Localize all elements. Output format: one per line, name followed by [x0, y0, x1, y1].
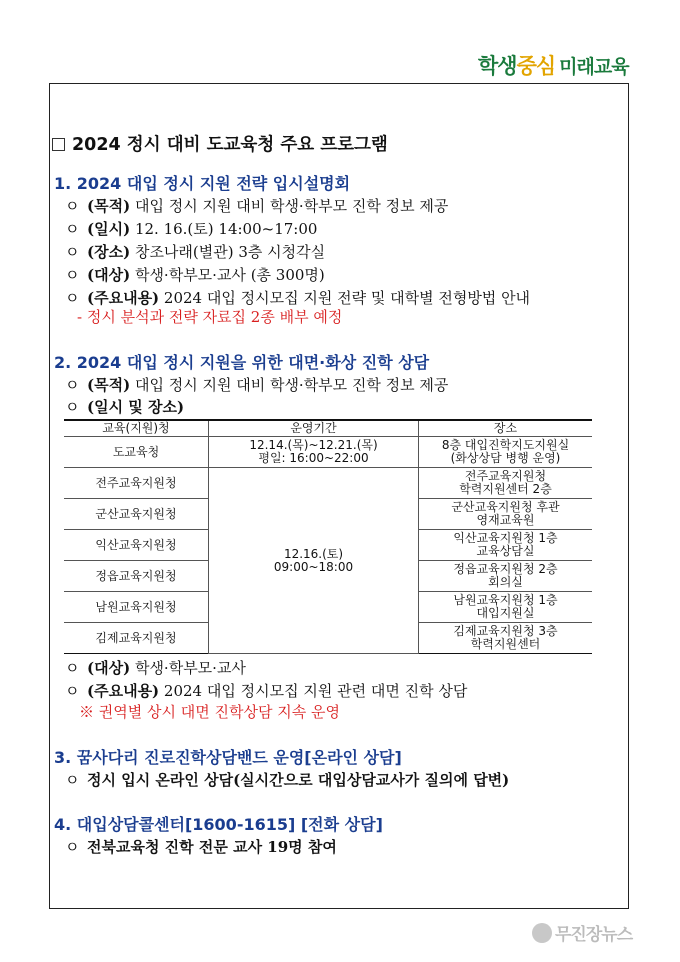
section2-item-schedule: ㅇ (일시 및 장소) — [65, 398, 185, 416]
place-cell: 정읍교육지원청 2층 회의실 — [419, 561, 593, 592]
section4-item: ㅇ 전북교육청 진학 전문 교사 19명 참여 — [65, 838, 337, 856]
place-cell: 익산교육지원청 1층 교육상담실 — [419, 530, 593, 561]
shared-period-cell: 12.16.(토) 09:00~18:00 — [209, 468, 419, 654]
section1-note: - 정시 분석과 전략 자료집 2종 배부 예정 — [77, 308, 343, 326]
logo-part3: 미래교육 — [559, 56, 629, 78]
place-cell: 전주교육지원청 학력지원센터 2층 — [419, 468, 593, 499]
office-cell: 도교육청 — [64, 437, 209, 468]
office-cell: 남원교육지원청 — [64, 592, 209, 623]
table-row — [64, 468, 592, 499]
page-title: 2024 정시 대비 도교육청 주요 프로그램 — [52, 131, 388, 156]
watermark: 무진장뉴스 — [532, 920, 632, 945]
section4-heading: 4. 대입상담콜센터[1600-1615] [전화 상담] — [54, 815, 383, 834]
logo-part1: 학생 — [478, 54, 517, 78]
place-cell: 김제교육지원청 3층 학력지원센터 — [419, 623, 593, 654]
header-office: 교육(지원)청 — [64, 420, 209, 437]
office-cell: 군산교육지원청 — [64, 499, 209, 530]
section1-item-datetime: ㅇ (일시) 12. 16.(토) 14:00~17:00 — [65, 220, 318, 238]
section1-heading: 1. 2024 대입 정시 지원 전략 입시설명회 — [54, 174, 351, 193]
section2-item-content: ㅇ (주요내용) 2024 대입 정시모집 지원 관련 대면 진학 상담 — [65, 682, 468, 700]
section2-note: ※ 권역별 상시 대면 진학상담 지속 운영 — [79, 703, 340, 721]
section1-item-content: ㅇ (주요내용) 2024 대입 정시모집 지원 전략 및 대학별 전형방법 안내 — [65, 289, 531, 307]
section2-item-target: ㅇ (대상) 학생·학부모·교사 — [65, 659, 246, 677]
section1-item-target: ㅇ (대상) 학생·학부모·교사 (총 300명) — [65, 266, 325, 284]
office-cell: 전주교육지원청 — [64, 468, 209, 499]
section2-item-purpose: ㅇ (목적) 대입 정시 지원 대비 학생·학부모 진학 정보 제공 — [65, 376, 449, 394]
section1-item-purpose: ㅇ (목적) 대입 정시 지원 대비 학생·학부모 진학 정보 제공 — [65, 197, 449, 215]
section3-heading: 3. 꿈사다리 진로진학상담밴드 운영[온라인 상담] — [54, 748, 402, 767]
table-row — [64, 437, 592, 468]
watermark-logo-icon — [532, 923, 552, 943]
section3-item: ㅇ 정시 입시 온라인 상담(실시간으로 대입상담교사가 질의에 답변) — [65, 771, 510, 789]
office-cell: 익산교육지원청 — [64, 530, 209, 561]
checkbox-square-icon — [52, 138, 65, 151]
table-header-row — [64, 420, 592, 437]
office-cell: 정읍교육지원청 — [64, 561, 209, 592]
office-cell: 김제교육지원청 — [64, 623, 209, 654]
place-cell: 군산교육지원청 후관 영재교육원 — [419, 499, 593, 530]
header-place: 장소 — [419, 420, 593, 437]
header-period: 운영기간 — [209, 420, 419, 437]
logo-part2: 중심 — [516, 54, 556, 78]
place-cell: 8층 대입진학지도지원실 (화상상담 병행 운영) — [419, 437, 593, 468]
section2-heading: 2. 2024 대입 정시 지원을 위한 대면·화상 진학 상담 — [54, 353, 430, 372]
place-cell: 남원교육지원청 1층 대입지원실 — [419, 592, 593, 623]
logo — [478, 50, 629, 82]
schedule-table — [64, 419, 592, 654]
section1-item-place: ㅇ (장소) 창조나래(별관) 3층 시청각실 — [65, 243, 326, 261]
period-cell: 12.14.(목)~12.21.(목) 평일: 16:00~22:00 — [209, 437, 419, 468]
